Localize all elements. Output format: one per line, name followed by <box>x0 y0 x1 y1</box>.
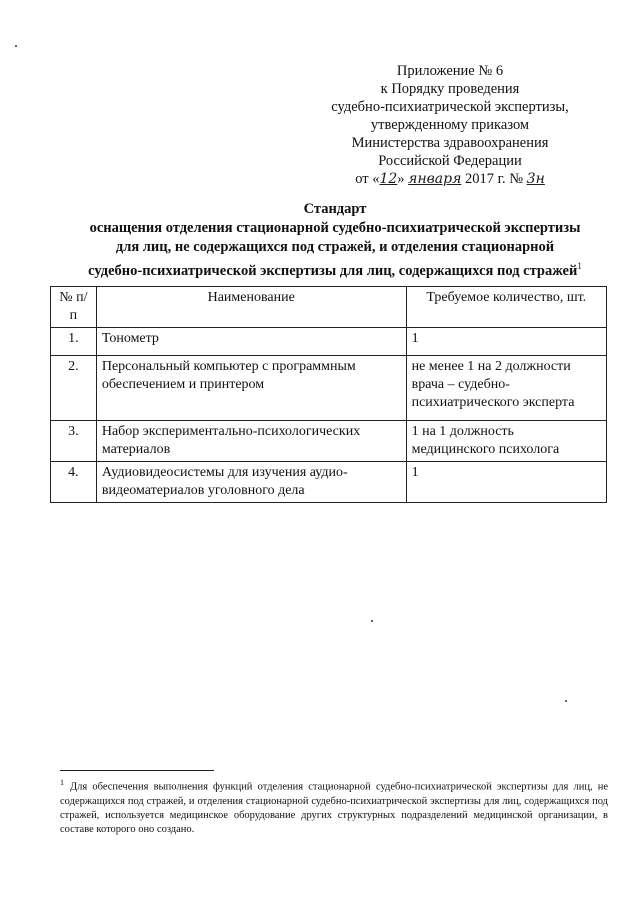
scan-speck <box>15 45 17 47</box>
appendix-line: утвержденному приказом <box>370 117 530 133</box>
cell-num: 4. <box>51 462 97 503</box>
title-line: для лиц, не содержащихся под стражей, и отделения стационарной <box>115 239 555 255</box>
title-line-last <box>40 257 630 281</box>
footnote-reference: 1 <box>577 261 582 271</box>
date-prefix: от « <box>355 171 380 187</box>
cell-num: 2. <box>51 356 97 421</box>
table-header-row <box>51 287 607 328</box>
cell-name: Набор экспериментально-психологических материалов <box>96 421 406 462</box>
cell-name: Аудиовидеосистемы для изучения аудио-видеоматериалов уголовного дела <box>96 462 406 503</box>
footnote <box>60 776 608 837</box>
title-heading: Стандарт <box>303 201 367 217</box>
appendix-line: к Порядку проведения <box>380 81 520 97</box>
title-line: судебно-психиатрической экспертизы для лиц, содержащихся под стражей <box>88 262 578 279</box>
date-year: 2017 г. № <box>465 171 524 187</box>
table-row <box>51 356 607 421</box>
cell-name: Тонометр <box>96 328 406 356</box>
table-row <box>51 328 607 356</box>
cell-qty: 1 <box>406 328 606 356</box>
header-qty: Требуемое количество, шт. <box>406 287 606 328</box>
cell-qty: 1 <box>406 462 606 503</box>
footnote-text: Для обеспечения выполнения функций отделения стационарной судебно-психиатрической экспертизы для лиц, не содержащихся под стражей, и отделения стационарной судебно-психиатрической экспертизы для лиц, содержащихся под стражей, используется медицинское оборудование других структурных подразделений медицинской организации, в составе которого оно создано. <box>60 781 608 835</box>
cell-num: 3. <box>51 421 97 462</box>
cell-qty: не менее 1 на 2 должности врача – судебно-психиатрического эксперта <box>406 356 606 421</box>
date-mid: » <box>397 171 405 187</box>
cell-name: Персональный компьютер с программным обеспечением и принтером <box>96 356 406 421</box>
header-num: № п/п <box>51 287 97 328</box>
scan-speck <box>565 700 567 702</box>
scan-speck <box>371 620 373 622</box>
date-day: 12 <box>379 171 398 187</box>
order-number: 3н <box>526 171 545 187</box>
document-title <box>40 200 630 281</box>
footnote-separator <box>60 770 214 771</box>
appendix-line: Российской Федерации <box>378 153 522 169</box>
appendix-line: Приложение № 6 <box>396 63 504 79</box>
appendix-line: судебно-психиатрической экспертизы, <box>331 99 569 115</box>
appendix-header <box>300 62 600 188</box>
cell-qty: 1 на 1 должность медицинского психолога <box>406 421 606 462</box>
cell-num: 1. <box>51 328 97 356</box>
footnote-mark: 1 <box>60 778 64 787</box>
header-name: Наименование <box>96 287 406 328</box>
table-row <box>51 462 607 503</box>
order-date-line <box>300 170 600 188</box>
equipment-table <box>50 286 607 503</box>
date-month: января <box>408 171 462 187</box>
appendix-line: Министерства здравоохранения <box>351 135 549 151</box>
table-row <box>51 421 607 462</box>
title-line: оснащения отделения стационарной судебно-психиатрической экспертизы <box>89 220 581 236</box>
